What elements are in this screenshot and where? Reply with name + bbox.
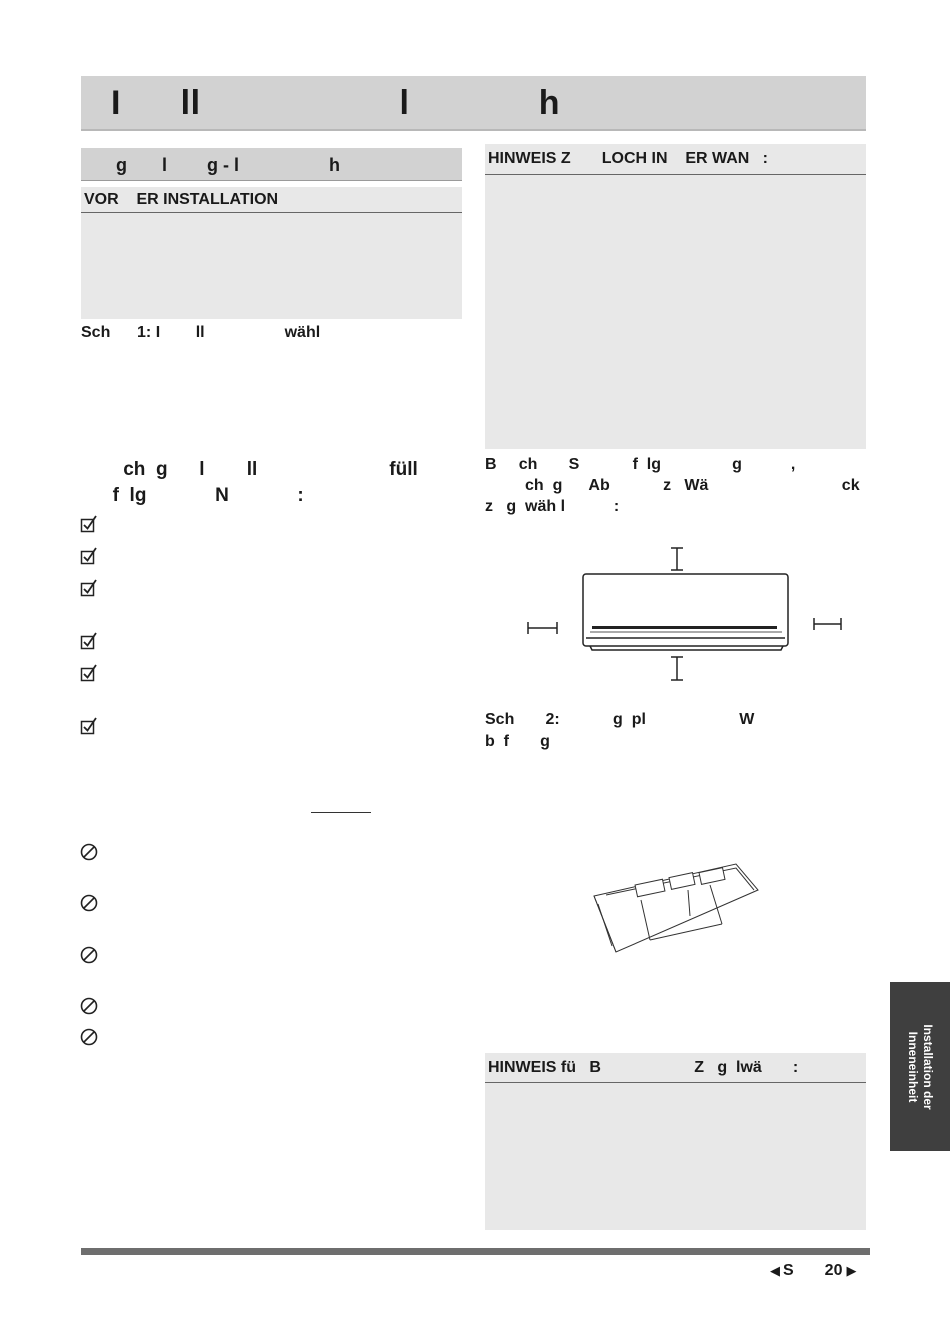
figure1-caption: Sch 1: I ll wähl <box>81 324 321 341</box>
prohibited-icon <box>80 894 98 912</box>
prev-page-icon[interactable]: ◀ <box>770 1263 780 1278</box>
requirements-heading-line1: ch g l ll füll <box>81 459 418 480</box>
checkbox-checked-icon <box>80 632 98 650</box>
prohibited-item <box>80 946 98 969</box>
pre-install-rule <box>81 212 462 213</box>
section-header <box>81 148 462 181</box>
footer-rule <box>81 1248 870 1255</box>
underline-mark <box>311 812 371 813</box>
prohibited-item <box>80 894 98 917</box>
wall-hole-box <box>485 144 866 449</box>
mounting-note-title: HINWEIS fü B Z g lwä : <box>488 1059 799 1076</box>
figure2-intro-line2: ch g Ab z Wä ck <box>485 477 860 494</box>
footer-nav <box>770 1262 856 1280</box>
section-title: g l g - l h <box>81 155 341 175</box>
next-page-icon[interactable]: ▶ <box>846 1263 857 1278</box>
prohibited-icon <box>80 1028 98 1046</box>
wall-hole-title: HINWEIS Z LOCH IN ER WAN : <box>488 150 768 167</box>
check-item <box>80 664 98 687</box>
chapter-tab-label: Installation der Inneneinheit <box>906 1023 935 1110</box>
mounting-note-box <box>485 1053 866 1230</box>
requirements-heading-line2: f lg N : <box>81 485 304 506</box>
prohibited-item <box>80 1028 98 1051</box>
indoor-unit-body <box>583 574 788 646</box>
clearance-diagram <box>520 540 850 690</box>
figure2-intro-line1: B ch S f lg g , <box>485 456 796 473</box>
pre-install-title: VOR ER INSTALLATION <box>84 191 279 208</box>
check-item <box>80 547 98 570</box>
checkbox-checked-icon <box>80 717 98 735</box>
checkbox-checked-icon <box>80 547 98 565</box>
prohibited-item <box>80 997 98 1020</box>
check-item <box>80 632 98 655</box>
wall-hole-rule <box>485 174 866 175</box>
indoor-unit-louver <box>592 626 777 629</box>
check-item <box>80 515 98 538</box>
mounting-plate-illustration <box>586 860 766 960</box>
page-title: I ll l h <box>111 84 560 122</box>
figure2-caption-line1: Sch 2: g pl W <box>485 711 755 728</box>
checkbox-checked-icon <box>80 579 98 597</box>
checkbox-checked-icon <box>80 664 98 682</box>
figure2-intro-line3: z g wäh l : <box>485 498 620 515</box>
checkbox-checked-icon <box>80 515 98 533</box>
page-number: 20 <box>824 1262 843 1279</box>
mounting-note-rule <box>485 1082 866 1083</box>
footer-lang: S <box>783 1262 794 1279</box>
check-item <box>80 717 98 740</box>
chapter-side-tab[interactable] <box>890 982 950 1151</box>
prohibited-item <box>80 843 98 866</box>
prohibited-icon <box>80 843 98 861</box>
check-item <box>80 579 98 602</box>
page-banner <box>81 76 866 131</box>
prohibited-icon <box>80 946 98 964</box>
figure2-caption-line2: b f g <box>485 733 550 750</box>
prohibited-icon <box>80 997 98 1015</box>
